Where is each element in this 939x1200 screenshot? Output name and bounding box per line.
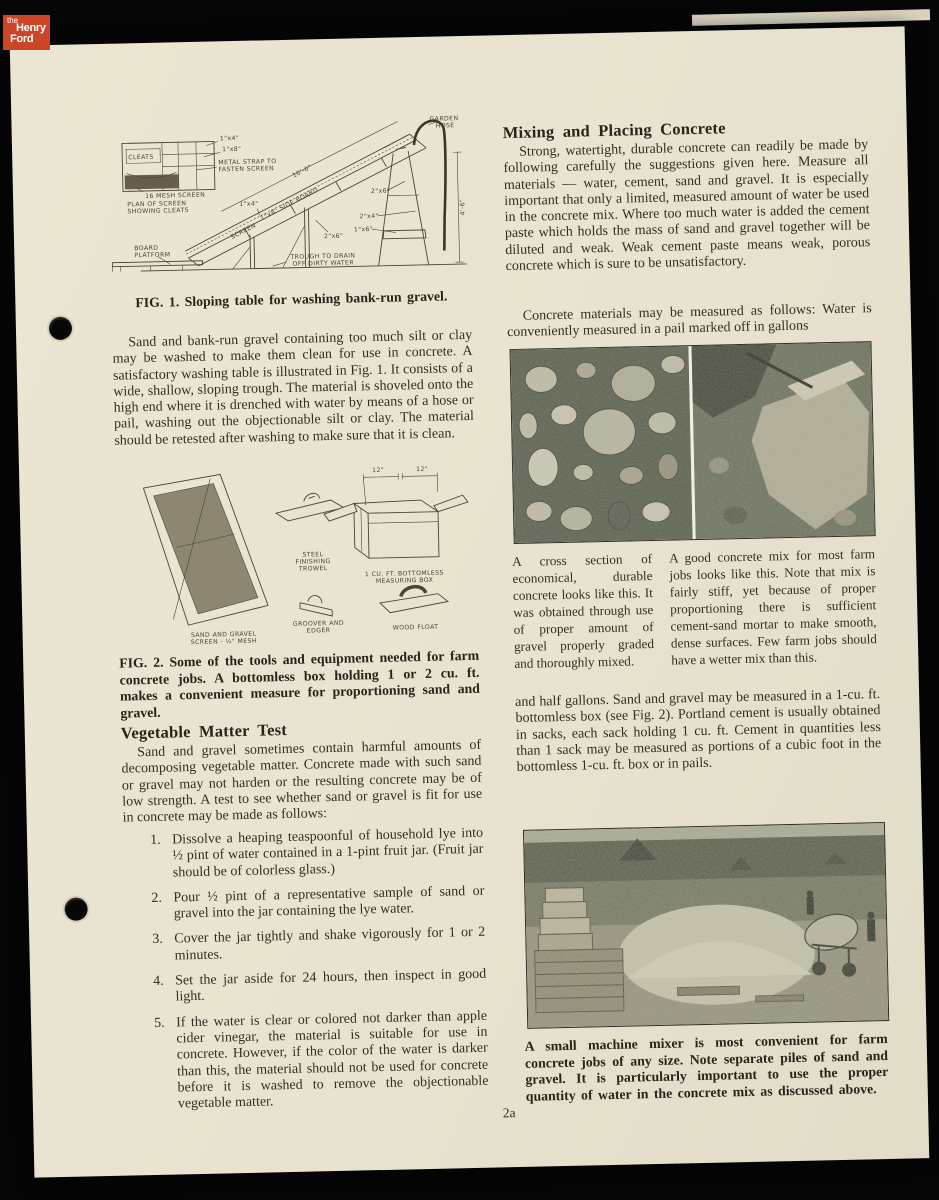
fig1-label-plan1: PLAN OF SCREEN <box>127 200 187 209</box>
fig1-label-2x4: 2"x4" <box>359 212 379 221</box>
photo-machine-mixer-scene <box>523 822 889 1029</box>
fig2-label-groover2: EDGER <box>306 627 331 635</box>
list-item-number: 5. <box>153 1015 165 1031</box>
fig2-label-dim-a: 12" <box>372 466 385 475</box>
fig1-label-hose1: GARDEN <box>429 115 459 123</box>
list-item <box>123 826 484 883</box>
list-item-text: If the water is clear or colored not darker than apple cider vinegar, the material is suitable for use in concrete. However, if the color of the water is darker than this, the material should not be used for concrete before it is washed to remove the objectionable vegetable matter. <box>175 1008 489 1112</box>
list-item-text: Dissolve a heaping teaspoonful of household lye into ½ pint of water contained in a 1-pint fruit jar. (Fruit jar should be of colorless glass.) <box>171 825 484 881</box>
fig1-label-1x8a: 1"x8" <box>221 145 242 154</box>
photo-pair-captions <box>512 545 880 672</box>
fig1-label-screen: SCREEN <box>229 222 258 241</box>
list-item-number: 1. <box>149 832 161 849</box>
list-item-number: 2. <box>151 890 163 906</box>
fig1-label-2x6a: 2"x6" <box>370 187 391 196</box>
logo-the: the <box>7 16 19 25</box>
fig2-tools-drawing <box>115 461 479 654</box>
fig1-label-dim-height: 4'-6" <box>459 198 467 216</box>
logo-ford: Ford <box>10 33 34 45</box>
document-page <box>10 26 929 1177</box>
fig1-label-platform1: BOARD <box>134 244 159 253</box>
caption-cross-section: A cross section of economical, durable concrete looks like this. It was obtained through use of proper amount of gravel properly graded and thoroughly mixed. <box>511 551 655 672</box>
photo-concrete-mix <box>691 342 874 539</box>
fig2-label-screen1: SAND AND GRAVEL <box>190 630 257 640</box>
list-item-text: Pour ½ pint of a representative sample of sand or gravel into the jar containing the lye water. <box>173 883 485 922</box>
fig1-label-1x6: 1"x6" <box>353 226 374 234</box>
list-item <box>127 1008 489 1114</box>
mixing-placing-concrete-heading: Mixing and Placing Concrete <box>502 118 726 143</box>
list-item <box>126 967 487 1007</box>
list-item-number: 4. <box>153 973 164 990</box>
fig1-label-plan2: SHOWING CLEATS <box>127 207 190 216</box>
underlying-sheet-edge <box>692 9 930 26</box>
fig2-label-box2: MEASURING BOX <box>375 576 434 586</box>
page-number: 2a <box>502 1105 516 1121</box>
fig1-label-trough1: TROUGH TO DRAIN <box>290 252 356 261</box>
list-item-text: Set the jar aside for 24 hours, then inspect in good light. <box>175 966 487 1005</box>
photo-concrete-cross-section <box>511 346 693 543</box>
concrete-cross-section-photos <box>509 341 875 544</box>
list-item-text: Cover the jar tightly and shake vigorously for 1 or 2 minutes. <box>174 925 486 964</box>
list-item <box>124 884 485 924</box>
left-paragraph-washing: Sand and bank-run gravel containing too much silt or clay may be washed to make them clean for use in concrete. A satisfactory washing table is illustrated in Fig. 1. It consists of a wide, shallow, sloping trough. The material is shoveled onto the high end where it is drenched with water by means of a hose or pail, washing out the objectionable silt or clay. The material should be retested after washing to make sure that it is clean. <box>112 327 475 449</box>
fig2-label-trowel3: TROWEL <box>298 565 328 573</box>
fig2-label-box1: 1 CU. FT. BOTTOMLESS <box>364 569 444 579</box>
fig1-label-sideboard: 1"x8" SIDE BOARD <box>259 186 320 223</box>
fig2-label-dim-b: 12" <box>416 465 429 474</box>
fig1-label-1x4a: 1"x4" <box>219 134 240 143</box>
fig1-label-mesh: 16 MESH SCREEN <box>145 191 206 200</box>
right-paragraph-2: Concrete materials may be measured as follows: Water is conveniently measured in a pail marked off in gallons <box>506 301 872 341</box>
fig1-washing-table-drawing <box>107 112 471 295</box>
fig1-label-2x6b: 2"x6" <box>323 232 344 241</box>
fig1-label-dim-length: 10'-0" <box>291 163 314 180</box>
fig1-label-trough2: OFF DIRTY WATER <box>292 259 355 268</box>
photo-farm-mixer <box>524 823 888 1028</box>
vegetable-matter-test-intro: Sand and gravel sometimes contain harmful amounts of decomposing vegetable matter. Concrete made with such sand or gravel may not harden or the resulting concrete may be of low strength. A test to see whether sand or gravel is fit for use in concrete may be made as follows: <box>121 737 483 826</box>
bottom-photo-caption: A small machine mixer is most convenient for farm concrete jobs of any size. Note separate piles of sand and gravel. It is particularly important to use the proper quantity of water in the concrete mix as discussed above. <box>524 1030 889 1104</box>
fig1-label-strap1: METAL STRAP TO <box>218 158 277 167</box>
caption-good-mix: A good concrete mix for most farm jobs looks like this. Note that mix is fairly stiff, yet because of proper proportioning there is sufficient cement-sand mortar to make smooth, dense surfaces. Few farm jobs should have a wetter mix than this. <box>668 546 878 668</box>
punch-hole-bottom <box>64 897 87 920</box>
henry-ford-logo <box>3 15 50 50</box>
logo-henry: Henry <box>16 22 46 34</box>
fig2-label-trowel1: STEEL <box>302 551 324 559</box>
fig2-label-float: WOOD FLOAT <box>392 623 439 632</box>
punch-hole-top <box>49 317 72 340</box>
fig2-label-trowel2: FINISHING <box>295 558 331 566</box>
fig1-label-platform2: PLATFORM <box>134 251 171 260</box>
fig1-label-hose2: HOSE <box>435 122 455 130</box>
right-paragraph-1: Strong, watertight, durable concrete can readily be made by following carefully the suggestions given here. Measure all materials — water, cement, sand and gravel. It is especially important that only a limited, measured amount of water be used in the concrete mix. Where too much water is added the cement paste which holds the mass of sand and gravel together will be diluted and weak. Weak cement paste means weak, porous concrete which is sure to be unsatisfactory. <box>503 137 871 275</box>
fig1-caption: FIG. 1. Sloping table for washing bank-run gravel. <box>135 288 448 311</box>
vegetable-matter-test-heading: Vegetable Matter Test <box>120 720 288 743</box>
fig1-label-strap2: FASTEN SCREEN <box>218 165 275 174</box>
list-item <box>125 925 486 965</box>
list-item-number: 3. <box>152 932 163 948</box>
fig2-label-screen2: SCREEN - ¼" MESH <box>190 637 257 647</box>
right-paragraph-3: and half gallons. Sand and gravel may be measured in a 1-cu. ft. bottomless box (see Fig. 2). Portland cement is usually obtained in sacks, each sack holding 1 cu. ft. Cement in quantities less than 1 sack may be measured as portions of a cubic foot in the bottomless 1-cu. ft. box or in pails. <box>515 687 882 776</box>
fig1-label-1x4b: 1"x4" <box>239 200 259 208</box>
test-steps-list <box>123 826 489 1123</box>
fig1-label-cleats: CLEATS <box>128 153 154 162</box>
fig2-caption: FIG. 2. Some of the tools and equipment needed for farm concrete jobs. A bottomless box holding 1 or 2 cu. ft. makes a convenient measure for proportioning sand and gravel. <box>119 647 481 721</box>
fig2-label-groover1: GROOVER AND <box>292 619 345 628</box>
